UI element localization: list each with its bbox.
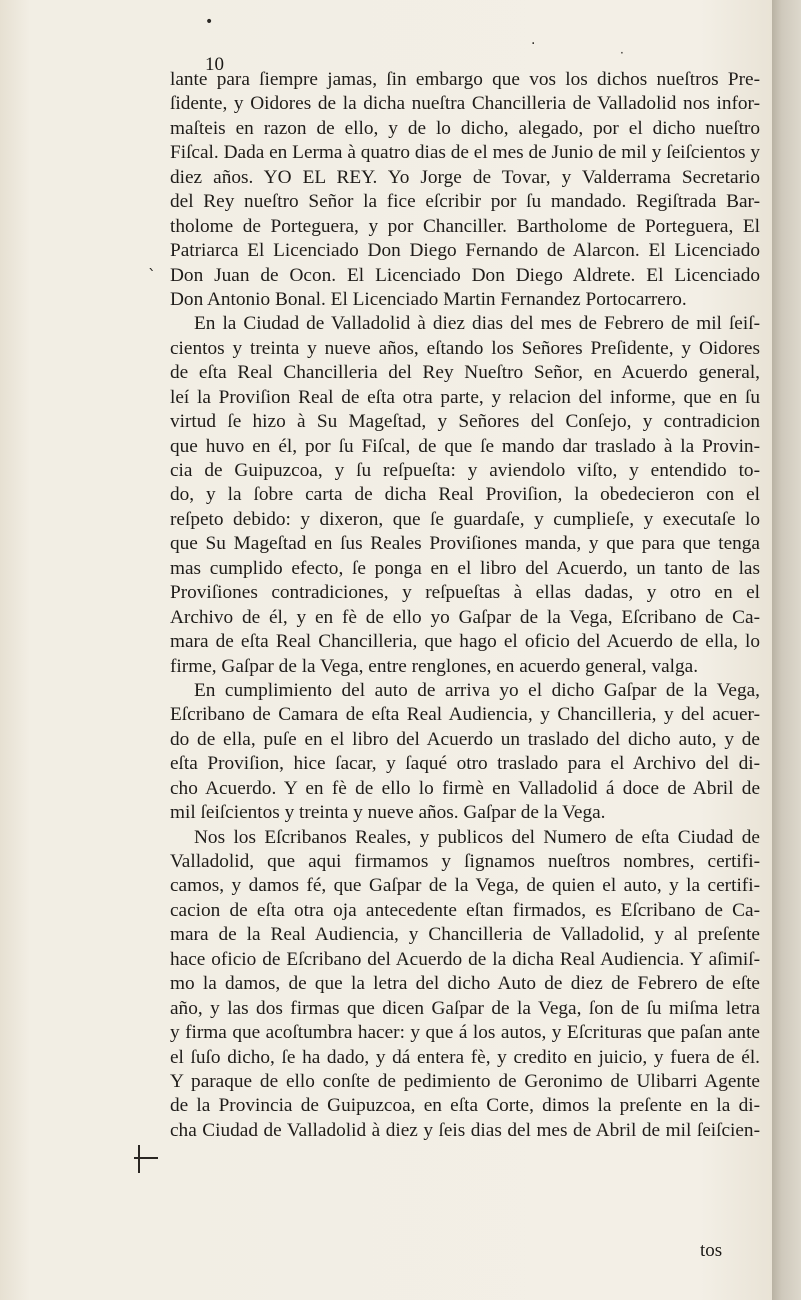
text-line: virtud ſe hizo à Su Mageſtad, y Señores del Conſejo, y contradicion xyxy=(170,411,760,433)
text-line: do de ella, puſe en el libro del Acuerdo un traslado del dicho auto, y de xyxy=(170,728,760,750)
text-line: del Rey nueſtro Señor la fice eſcribir por ſu mandado. Regiſtrada Bar- xyxy=(170,191,760,213)
text-line: cho Acuerdo. Y en fè de ello lo firmè en Valladolid á doce de Abril de xyxy=(170,777,760,799)
text-line: Proviſiones contradiciones, y reſpueſtas à ellas dadas, y otro en el xyxy=(170,582,760,604)
text-line: que huvo en él, por ſu Fiſcal, de que ſe mando dar traslado à la Provin- xyxy=(170,435,760,457)
text-line: que Su Mageſtad en ſus Reales Proviſiones manda, y que para que tenga xyxy=(170,533,760,555)
text-line: y firma que acoſtumbra hacer: y que á los autos, y Eſcrituras que paſan ante xyxy=(170,1022,760,1044)
text-line: mara de eſta Real Chancilleria, que hago el oficio del Acuerdo de ella, lo xyxy=(170,631,760,653)
text-line: reſpeto debido: y dixeron, que ſe guardaſe, y cumplieſe, y executaſe lo xyxy=(170,508,760,530)
body-text xyxy=(170,68,760,1143)
text-line: firme, Gaſpar de la Vega, entre renglones, en acuerdo general, valga. xyxy=(170,655,699,677)
text-line: Don Antonio Bonal. El Licenciado Martin Fernandez Portocarrero. xyxy=(170,288,687,310)
text-line: eſta Proviſion, hice ſacar, y ſaqué otro traslado para el Archivo del di- xyxy=(170,753,760,775)
text-line: ſidente, y Oidores de la dicha nueſtra Chancilleria de Valladolid nos infor- xyxy=(170,93,760,115)
text-line: Valladolid, que aqui firmamos y ſignamos nueſtros nombres, certifi- xyxy=(170,851,760,872)
text-line: mara de la Real Audiencia, y Chancilleria de Valladolid, y al preſente xyxy=(170,924,760,946)
text-line: Nos los Eſcribanos Reales, y publicos del Numero de eſta Ciudad de xyxy=(194,826,760,848)
text-line: do, y la ſobre carta de dicha Real Proviſion, la obedecieron con el xyxy=(170,484,760,506)
text-line: cha Ciudad de Valladolid à diez y ſeis dias del mes de Abril de mil ſeiſcien- xyxy=(170,1119,760,1141)
text-line: leí la Proviſion Real de eſta otra parte, y relacion del informe, que en ſu xyxy=(170,386,760,408)
text-line: Eſcribano de Camara de eſta Real Audiencia, y Chancilleria, y del acuer- xyxy=(170,704,760,726)
margin-bracket-mark xyxy=(138,1145,160,1173)
text-line: de la Provincia de Guipuzcoa, en eſta Corte, dimos la preſente en la di- xyxy=(170,1095,760,1117)
margin-mark-icon: ˎ xyxy=(148,252,156,271)
text-line: cia de Guipuzcoa, y ſu reſpueſta: y aviendolo viſto, y entendido to- xyxy=(170,460,760,481)
ink-speck-icon: • xyxy=(205,14,214,30)
text-line: En cumplimiento del auto de arriva yo el dicho Gaſpar de la Vega, xyxy=(194,679,760,701)
text-line: mil ſeiſcientos y treinta y nueve años. Gaſpar de la Vega. xyxy=(170,802,606,824)
text-line: tholome de Porteguera, y por Chanciller. Bartholome de Porteguera, El xyxy=(170,215,760,237)
text-line: de eſta Real Chancilleria del Rey Nueſtro Señor, en Acuerdo general, xyxy=(170,362,760,384)
text-line: diez años. YO EL REY. Yo Jorge de Tovar, y Valderrama Secretario xyxy=(170,166,760,188)
text-line: mas cumplido efecto, ſe ponga en el libro del Acuerdo, un tanto de las xyxy=(170,557,760,579)
text-line: Archivo de él, y en fè de ello yo Gaſpar de la Vega, Eſcribano de Ca- xyxy=(170,606,760,628)
text-line: Don Juan de Ocon. El Licenciado Don Diego Aldrete. El Licenciado xyxy=(170,264,760,286)
ink-speck-icon: · xyxy=(531,36,536,52)
text-line: cacion de eſta otra oja antecedente eſtan firmados, es Eſcribano de Ca- xyxy=(170,899,760,921)
text-line: camos, y damos fé, que Gaſpar de la Vega, de quien el auto, y la certifi- xyxy=(170,875,760,897)
text-line: el ſuſo dicho, ſe ha dado, y dá entera fè, y credito en juicio, y fuera de él. xyxy=(170,1046,760,1068)
text-line: Y paraque de ello conſte de pedimiento de Geronimo de Ulibarri Agente xyxy=(170,1070,760,1092)
text-line: mo la damos, de que la letra del dicho Auto de diez de Febrero de eſte xyxy=(170,973,760,995)
text-line: año, y las dos firmas que dicen Gaſpar de la Vega, ſon de ſu miſma letra xyxy=(170,997,760,1019)
ink-speck-icon: · xyxy=(620,46,624,60)
text-line: hace oficio de Eſcribano del Acuerdo de la dicha Real Audiencia. Y aſimiſ- xyxy=(170,948,760,970)
text-line: lante para ſiempre jamas, ſin embargo que vos los dichos nueſtros Pre- xyxy=(170,69,760,90)
text-line: En la Ciudad de Valladolid à diez dias del mes de Febrero de mil ſeiſ- xyxy=(194,313,760,335)
page-edge xyxy=(772,0,801,1300)
text-line: maſteis en razon de ello, y de lo dicho, alegado, por el dicho nueſtro xyxy=(170,117,760,139)
text-line: cientos y treinta y nueve años, eſtando los Señores Preſidente, y Oidores xyxy=(170,337,760,359)
text-line: Patriarca El Licenciado Don Diego Fernando de Alarcon. El Licenciado xyxy=(170,240,760,262)
text-line: Fiſcal. Dada en Lerma à quatro dias de el mes de Junio de mil y ſeiſcientos y xyxy=(170,142,760,164)
catchword: tos xyxy=(700,1240,723,1261)
page-number: 10 xyxy=(205,54,224,75)
